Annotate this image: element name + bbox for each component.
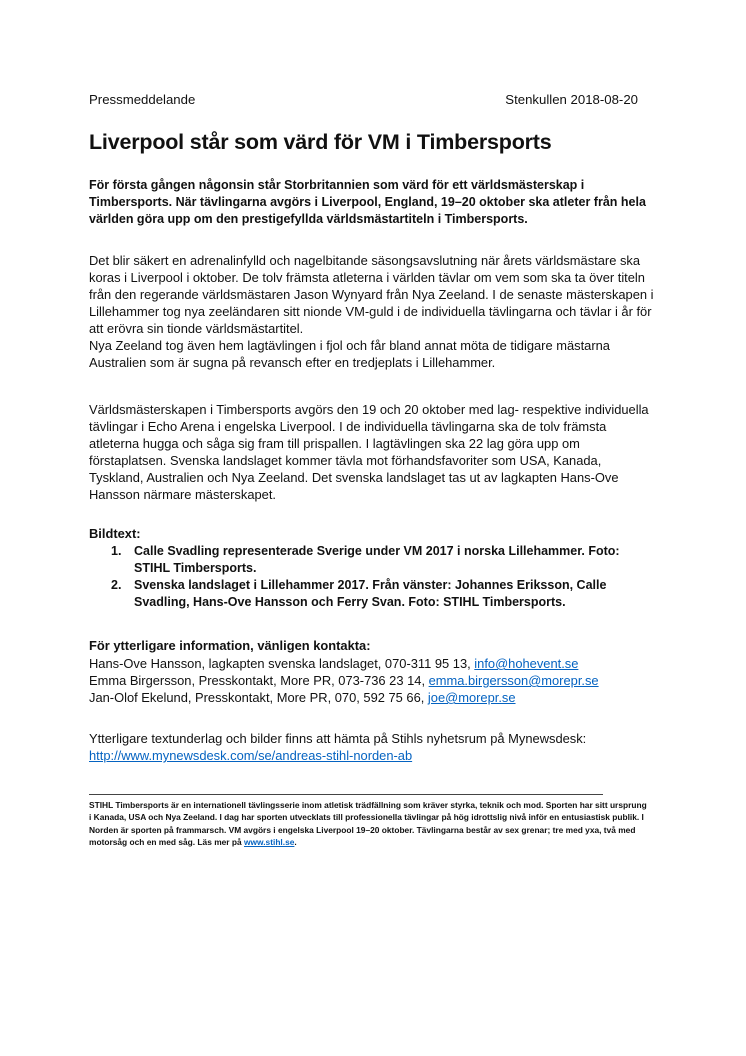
contact-email-link[interactable]: info@hohevent.se: [474, 656, 579, 671]
caption-item: [89, 543, 649, 577]
page-title: Liverpool står som värd för VM i Timbersports: [89, 130, 552, 154]
footnote: [89, 799, 649, 848]
lead-paragraph: För första gången någonsin står Storbritannien som värd för ett världsmästerskap i Timbersports. När tävlingarna avgörs i Liverpool, England, 19–20 oktober ska atleter från hela världen göra upp om den prestigefyllda världsmästartiteln i Timbersports.: [89, 178, 646, 226]
more-info-text: Ytterligare textunderlag och bilder finns att hämta på Stihls nyhetsrum på Mynewsdesk:: [89, 731, 587, 746]
contact-details: Jan-Olof Ekelund, Presskontakt, More PR, 070, 592 75 66,: [89, 690, 428, 705]
stihl-website-link[interactable]: www.stihl.se: [243, 836, 295, 847]
caption-number: 1.: [111, 544, 122, 558]
more-info: [89, 730, 649, 764]
contact-details: Hans-Ove Hansson, lagkapten svenska landslaget, 070-311 95 13,: [89, 656, 475, 671]
contact-list: [89, 655, 649, 706]
footnote-divider: [89, 794, 603, 795]
contact-details: Emma Birgersson, Presskontakt, More PR, 073-736 23 14,: [89, 673, 429, 688]
captions-list: [89, 543, 649, 611]
contact-row: [89, 672, 649, 689]
footnote-end: .: [294, 836, 297, 847]
contact-row: [89, 655, 649, 672]
place-date: Stenkullen 2018-08-20: [505, 92, 638, 107]
contact-email-link[interactable]: emma.birgersson@morepr.se: [428, 673, 599, 688]
caption-number: 2.: [111, 578, 122, 592]
contact-row: [89, 689, 649, 706]
mynewsdesk-link[interactable]: http://www.mynewsdesk.com/se/andreas-stihl-norden-ab: [89, 748, 413, 763]
caption-item: [89, 577, 649, 611]
doc-type-label: Pressmeddelande: [89, 92, 196, 107]
body-paragraph-1b: Nya Zeeland tog även hem lagtävlingen i fjol och får bland annat möta de tidigare mästarna Australien som är sugna på revansch efter en tredjeplats i Lillehammer.: [89, 338, 610, 370]
body-paragraph-1a: Det blir säkert en adrenalinfylld och nagelbitande säsongsavslutning när årets världsmästare ska koras i Liverpool i oktober. De tolv främsta atleterna i världen tävlar om vem som ska ta över titeln från den regerande världsmästaren Jason Wynyard från Nya Zeeland. I de senaste mästerskapen i Lillehammer tog nya zeeländaren sitt nionde VM-guld i de individuella tävlingarna och tävlar i år för att erövra sin tionde världsmästartitel.: [89, 253, 654, 336]
document-header: [89, 92, 638, 110]
caption-text: Calle Svadling representerade Sverige under VM 2017 i norska Lillehammer. Foto: STIHL Timbersports.: [134, 544, 620, 575]
caption-text: Svenska landslaget i Lillehammer 2017. Från vänster: Johannes Eriksson, Calle Svadling, Hans-Ove Hansson och Ferry Svan. Foto: STIHL Timbersports.: [134, 578, 607, 609]
body-paragraph-1: [89, 252, 655, 371]
body-paragraph-2: Världsmästerskapen i Timbersports avgörs den 19 och 20 oktober med lag- respektive individuella tävlingar i Echo Arena i engelska Liverpool. I de individuella tävlingarna ska de tolv främsta atleterna hugga och såga sig fram till prispallen. I lagtävlingen ska 22 lag göra upp om förstaplatsen. Svenska landslaget kommer tävla mot förhandsfavoriter som USA, Kanada, Tyskland, Australien och Nya Zeeland. Det svenska landslaget tas ut av lagkapten Hans-Ove Hansson närmare mästerskapet.: [89, 402, 649, 502]
captions-heading: Bildtext:: [89, 526, 141, 541]
contact-email-link[interactable]: joe@morepr.se: [427, 690, 516, 705]
contact-heading: För ytterligare information, vänligen kontakta:: [89, 638, 371, 653]
footnote-text: STIHL Timbersports är en internationell tävlingsserie inom atletisk trädfällning som kräver styrka, teknik och mod. Sporten har sitt ursprung i Kanada, USA och Nya Zeeland. I dag har sporten utvecklats till professionella tävlingar på hög idrottslig nivå inför en entusiastisk publik. I Norden är sporten på frammarsch. VM avgörs i engelska Liverpool 19–20 oktober. Tävlingarna består av sex grenar; tre med yxa, två med motorsåg och en med såg. Läs mer på: [89, 800, 647, 847]
